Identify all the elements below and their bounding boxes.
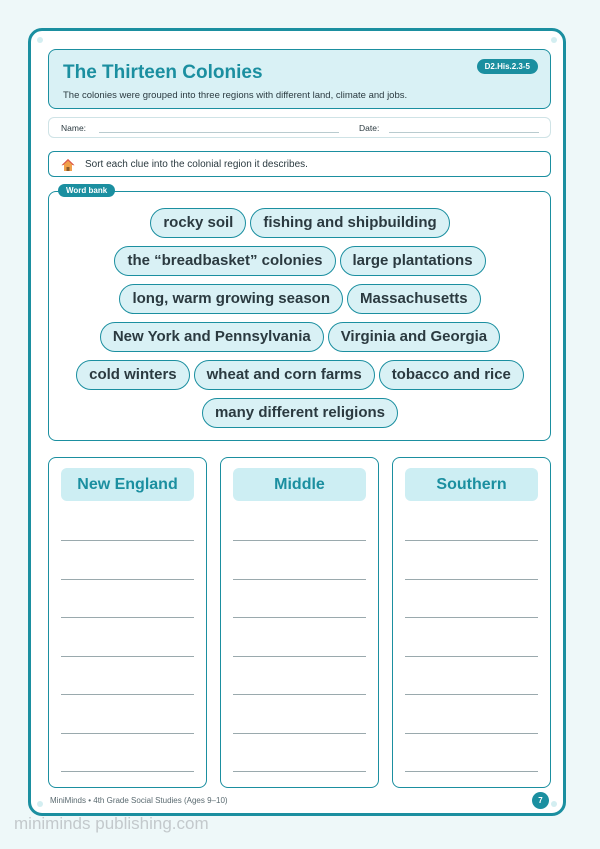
answer-line[interactable] xyxy=(405,733,538,734)
word-bank-label: Word bank xyxy=(58,184,115,197)
region-heading: Middle xyxy=(233,468,366,501)
answer-line[interactable] xyxy=(61,540,194,541)
page-subtitle: The colonies were grouped into three regions with different land, climate and jobs. xyxy=(63,90,408,101)
word-bank-row xyxy=(0,284,600,314)
answer-line[interactable] xyxy=(405,771,538,772)
answer-line[interactable] xyxy=(233,540,366,541)
answer-line[interactable] xyxy=(233,771,366,772)
word-bank-row xyxy=(0,208,600,238)
page-number: 7 xyxy=(532,792,549,809)
word-chip[interactable]: long, warm growing season xyxy=(119,284,343,314)
answer-line[interactable] xyxy=(61,771,194,772)
answer-line[interactable] xyxy=(61,733,194,734)
answer-line[interactable] xyxy=(233,656,366,657)
word-bank-row xyxy=(0,398,600,428)
word-chip[interactable]: wheat and corn farms xyxy=(194,360,375,390)
word-chip[interactable]: rocky soil xyxy=(150,208,246,238)
region-heading: New England xyxy=(61,468,194,501)
corner-dot xyxy=(551,37,557,43)
answer-line[interactable] xyxy=(233,733,366,734)
word-chip[interactable]: New York and Pennsylvania xyxy=(100,322,324,352)
watermark: miniminds publishing.com xyxy=(14,814,209,833)
name-label: Name: xyxy=(61,123,87,133)
page-title: The Thirteen Colonies xyxy=(63,62,263,83)
instructions-box xyxy=(48,151,551,177)
region-column xyxy=(220,457,379,788)
date-field[interactable] xyxy=(389,132,539,133)
answer-line[interactable] xyxy=(233,617,366,618)
word-chip[interactable]: many different religions xyxy=(202,398,398,428)
name-date-bar xyxy=(48,117,551,138)
answer-line[interactable] xyxy=(61,656,194,657)
answer-line[interactable] xyxy=(61,694,194,695)
instructions-text: Sort each clue into the colonial region it describes. xyxy=(85,159,308,170)
answer-line[interactable] xyxy=(61,579,194,580)
answer-line[interactable] xyxy=(405,579,538,580)
answer-line[interactable] xyxy=(61,617,194,618)
word-chip[interactable]: the “breadbasket” colonies xyxy=(114,246,335,276)
answer-line[interactable] xyxy=(405,694,538,695)
region-column xyxy=(392,457,551,788)
word-bank-row xyxy=(0,322,600,352)
word-chip[interactable]: Virginia and Georgia xyxy=(328,322,500,352)
name-field[interactable] xyxy=(99,132,339,133)
region-heading: Southern xyxy=(405,468,538,501)
word-chip[interactable]: fishing and shipbuilding xyxy=(250,208,449,238)
footer-text: MiniMinds • 4th Grade Social Studies (Ages 9–10) xyxy=(50,796,228,805)
corner-dot xyxy=(37,801,43,807)
word-chip[interactable]: cold winters xyxy=(76,360,190,390)
corner-dot xyxy=(551,801,557,807)
word-chip[interactable]: large plantations xyxy=(340,246,486,276)
answer-line[interactable] xyxy=(405,656,538,657)
answer-line[interactable] xyxy=(233,694,366,695)
region-column xyxy=(48,457,207,788)
title-banner xyxy=(48,49,551,109)
word-bank-row xyxy=(0,246,600,276)
standard-badge: D2.His.2.3-5 xyxy=(477,59,538,74)
answer-line[interactable] xyxy=(405,617,538,618)
word-bank-row xyxy=(0,360,600,390)
word-chip[interactable]: tobacco and rice xyxy=(379,360,524,390)
word-chip[interactable]: Massachusetts xyxy=(347,284,481,314)
answer-line[interactable] xyxy=(233,579,366,580)
date-label: Date: xyxy=(359,123,380,133)
house-icon xyxy=(61,158,75,172)
corner-dot xyxy=(37,37,43,43)
answer-line[interactable] xyxy=(405,540,538,541)
